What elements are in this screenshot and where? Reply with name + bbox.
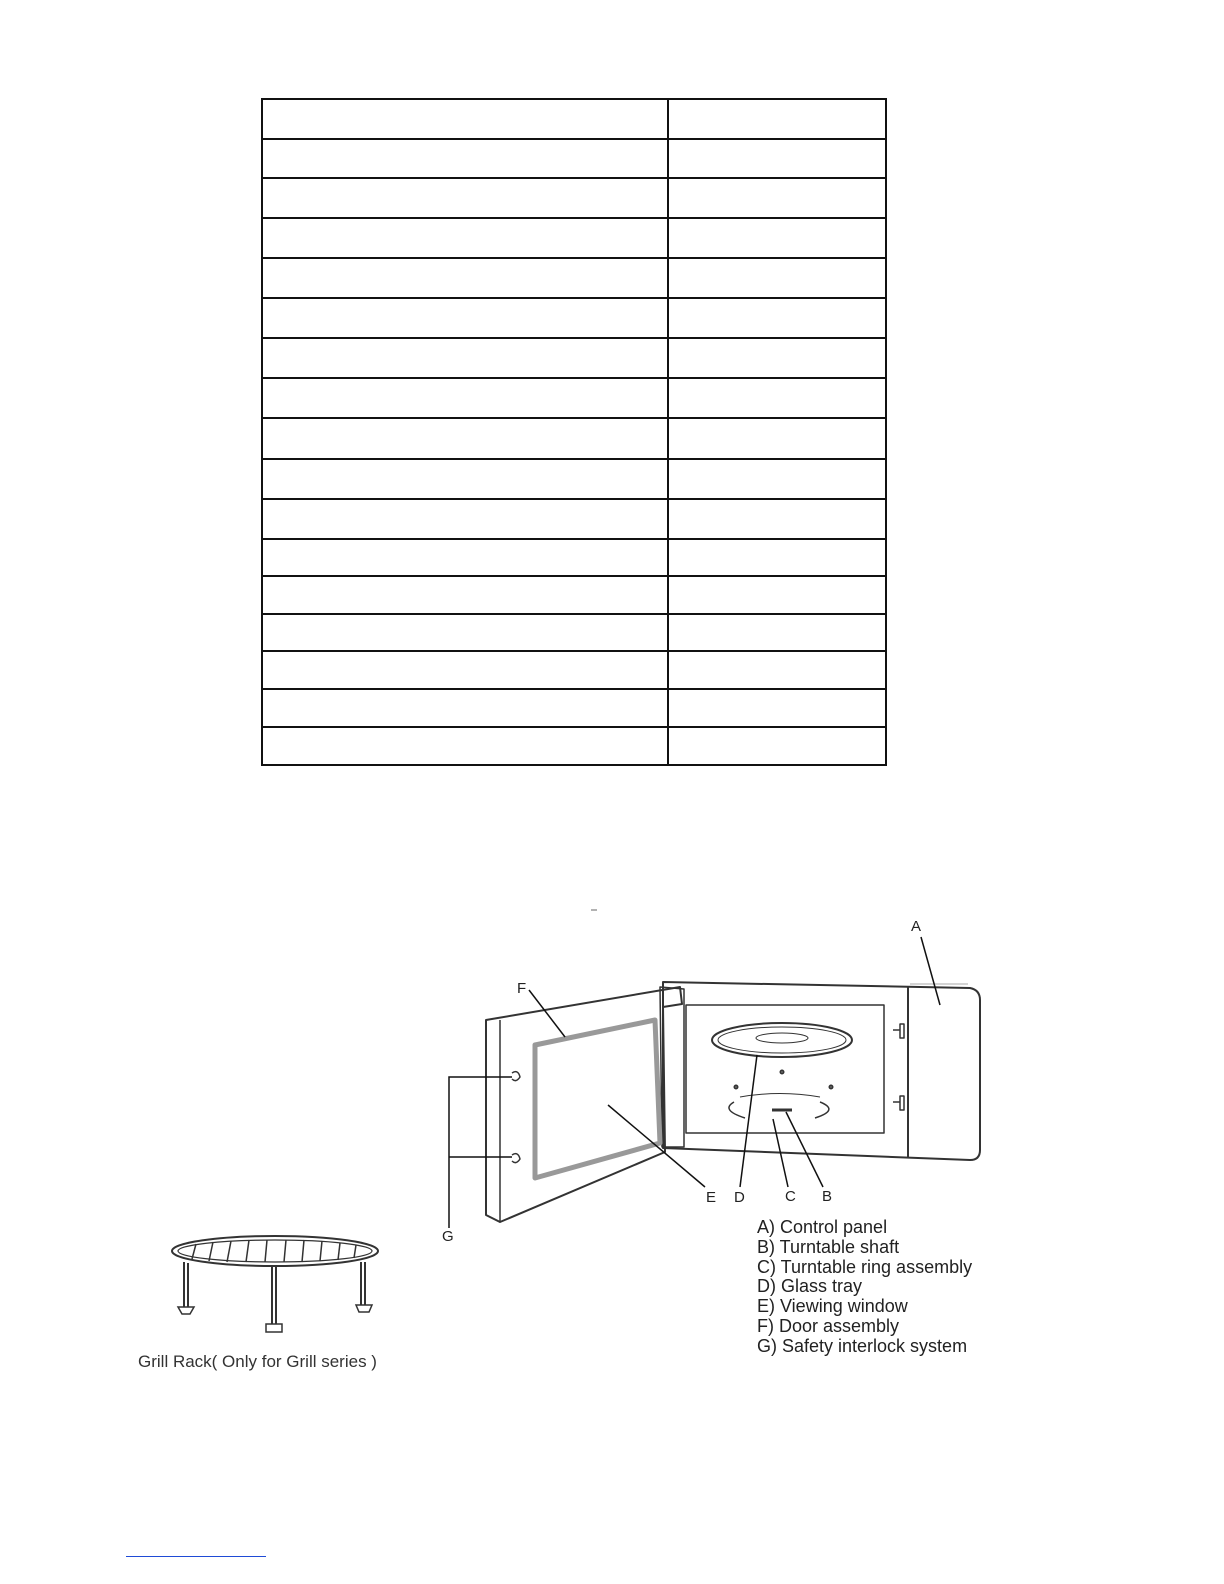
- footer-link-underline[interactable]: [126, 1556, 266, 1557]
- legend-item: C) Turntable ring assembly: [757, 1256, 973, 1277]
- grill-rack-caption: Grill Rack( Only for Grill series ): [138, 1352, 377, 1371]
- glass-tray: [712, 1023, 852, 1057]
- legend-item: D) Glass tray: [757, 1276, 863, 1297]
- callout-e: E: [706, 1189, 717, 1206]
- oven-cavity: [686, 1005, 884, 1133]
- callout-d: D: [734, 1189, 745, 1206]
- legend-item: G) Safety interlock system: [757, 1335, 968, 1356]
- legend-item: A) Control panel: [757, 1217, 888, 1237]
- viewing-window: [535, 1020, 660, 1178]
- callout-f: F: [517, 980, 527, 997]
- callout-g: G: [442, 1228, 454, 1245]
- legend-item: E) Viewing window: [757, 1296, 908, 1317]
- legend-item: B) Turntable shaft: [757, 1236, 900, 1257]
- legend-item: F) Door assembly: [757, 1315, 900, 1336]
- grill-rack: [172, 1236, 378, 1332]
- callout-b: B: [822, 1188, 833, 1205]
- parts-legend: [757, 1218, 972, 1357]
- callout-a: A: [911, 918, 922, 935]
- callout-c: C: [785, 1188, 796, 1205]
